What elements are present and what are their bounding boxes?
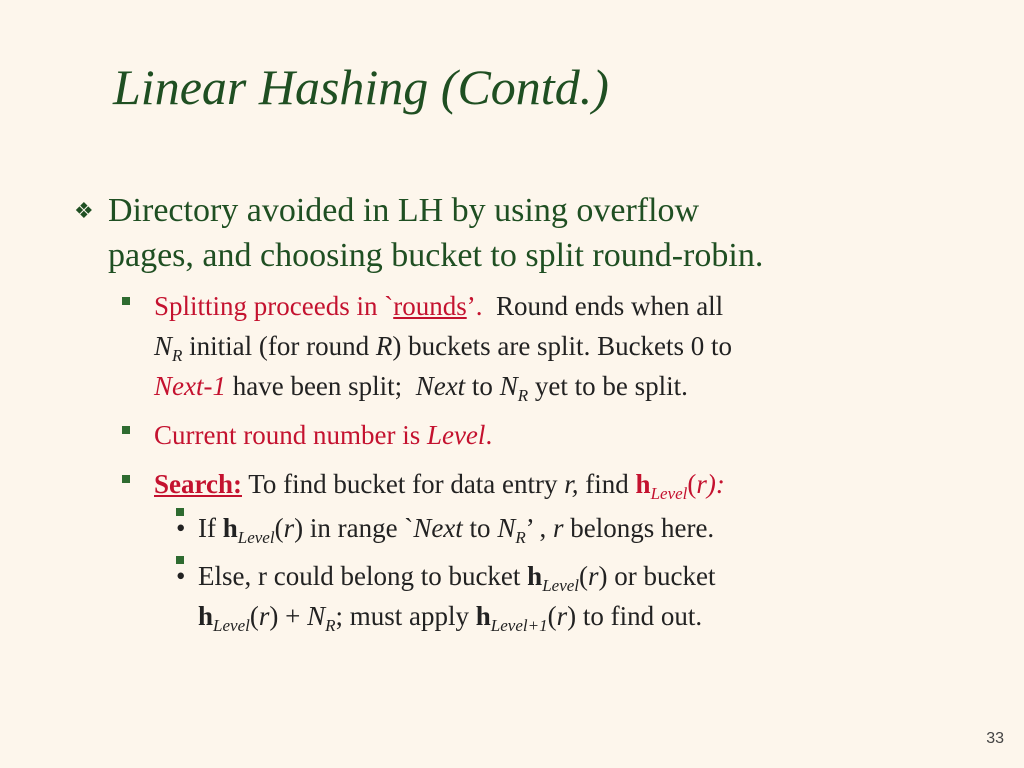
text-fragment: ) buckets are split. Buckets 0 to: [392, 331, 733, 361]
text-fragment: to: [471, 371, 493, 401]
text-fragment: Splitting proceeds in `: [154, 291, 394, 321]
math-subscript: Level: [542, 576, 580, 595]
level-term: Level: [426, 420, 486, 450]
math-subscript: Level: [213, 616, 250, 635]
text-fragment: find: [585, 469, 629, 499]
text-fragment: ; must apply: [335, 601, 469, 631]
sub-bullet-list: [72, 286, 992, 636]
text-fragment: Else, r could belong to bucket: [198, 561, 521, 591]
math-var: R: [375, 331, 393, 361]
text-fragment: If: [198, 513, 216, 543]
text-fragment: ) to find out.: [567, 601, 703, 631]
math-var: r: [552, 513, 564, 543]
text-fragment: have been split;: [232, 371, 403, 401]
hash-function: h: [222, 513, 238, 543]
text-fragment: initial (for round: [189, 331, 370, 361]
math-subscript: R: [172, 346, 183, 365]
search-heading: Search:: [154, 469, 242, 499]
text-fragment: ’ ,: [525, 513, 547, 543]
math-subscript: R: [515, 528, 526, 547]
text-fragment: belongs here.: [570, 513, 715, 543]
hash-function: h: [475, 601, 491, 631]
math-subscript: Level: [237, 528, 275, 547]
math-var: N: [499, 371, 518, 401]
dot-bullet-icon: •: [176, 508, 184, 516]
math-subscript: Level: [650, 484, 688, 503]
text-fragment: ) in range `: [294, 513, 414, 543]
math-var: N: [497, 513, 516, 543]
bullet-level1: [72, 188, 992, 278]
text-fragment: ):: [706, 469, 725, 499]
sub-bullet-level: [72, 415, 992, 455]
sub-bullet-rounds: [72, 286, 992, 406]
text-fragment: ’.: [466, 291, 483, 321]
text-fragment: (: [687, 469, 697, 499]
sub-sub-bullet-list: [72, 508, 992, 636]
slide-title: Linear Hashing (Contd.): [113, 59, 609, 115]
math-var: r: [258, 601, 270, 631]
bullet-text-line1: Directory avoided in LH by using overflow: [108, 192, 700, 229]
page-number: 33: [986, 730, 1004, 747]
math-subscript: R: [325, 616, 336, 635]
text-fragment: ) +: [269, 601, 301, 631]
math-var: r: [283, 513, 295, 543]
square-bullet-icon: [122, 475, 130, 483]
bullet-text-line2: pages, and choosing bucket to split round-robin.: [108, 237, 764, 274]
text-fragment: (: [249, 601, 259, 631]
slide-content: [72, 188, 992, 645]
text-fragment: Round ends when all: [495, 291, 724, 321]
hash-function: h: [198, 601, 214, 631]
square-bullet-icon: [122, 297, 130, 305]
math-var: r: [556, 601, 568, 631]
next-minus-one: Next-1: [154, 371, 226, 401]
sub-sub-bullet-else: [72, 556, 992, 636]
math-var: N: [307, 601, 326, 631]
hash-function: h: [635, 469, 651, 499]
text-fragment: Current round number is: [154, 420, 421, 450]
sub-sub-bullet-if: [72, 508, 992, 548]
math-subscript: Level+1: [490, 616, 548, 635]
text-fragment: (: [579, 561, 589, 591]
sub-bullet-search: [72, 464, 992, 636]
text-fragment: .: [485, 420, 493, 450]
rounds-term: rounds: [393, 291, 467, 321]
text-fragment: To find bucket for data entry: [248, 469, 558, 499]
hash-function: h: [527, 561, 543, 591]
text-fragment: yet to be split.: [534, 371, 688, 401]
text-fragment: (: [547, 601, 557, 631]
math-var: Next: [415, 371, 466, 401]
dot-bullet-icon: •: [176, 556, 184, 564]
math-var: r: [696, 469, 707, 499]
text-fragment: to: [469, 513, 491, 543]
text-fragment: (: [274, 513, 284, 543]
square-bullet-icon: [122, 426, 130, 434]
math-var: r,: [564, 469, 579, 499]
math-var: r: [588, 561, 599, 591]
diamond-bullet-icon: ❖: [74, 198, 94, 223]
math-var: Next: [413, 513, 463, 543]
math-subscript: R: [517, 386, 529, 405]
math-var: N: [154, 331, 173, 361]
text-fragment: ) or bucket: [598, 561, 716, 591]
